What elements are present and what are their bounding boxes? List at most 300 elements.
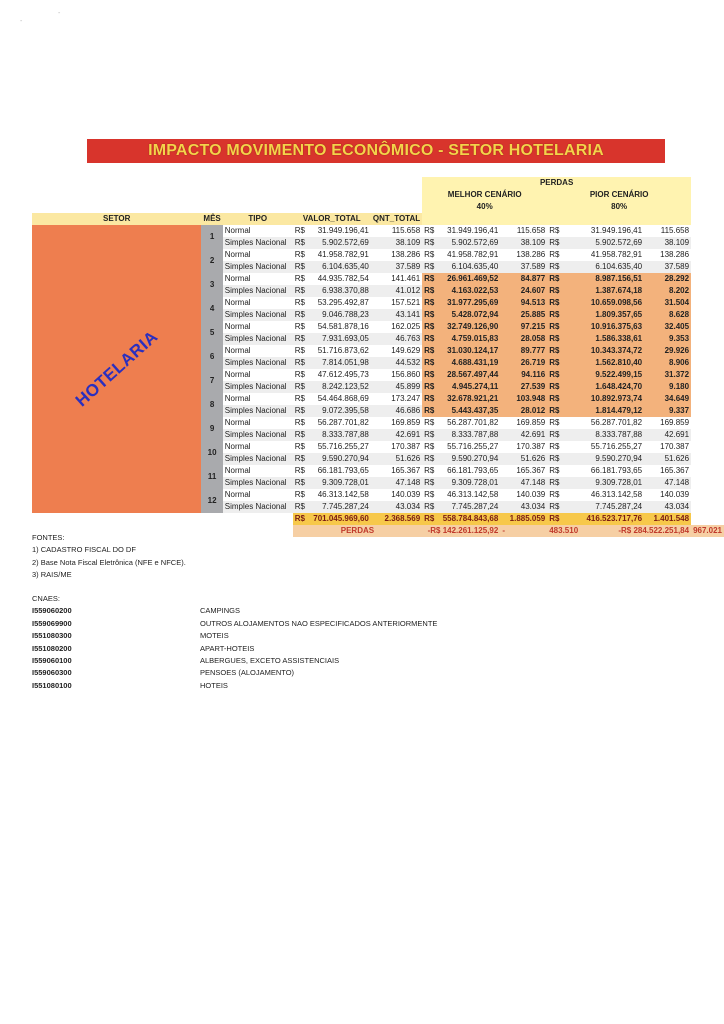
currency-cell: R$ <box>547 417 580 429</box>
pior-valor-cell: 8.987.156,51 <box>580 273 644 285</box>
perdas-pior-qnt: 967.021 <box>693 526 722 535</box>
pior-qnt-cell: 9.180 <box>644 381 691 393</box>
qnt-cell: 115.658 <box>371 225 422 237</box>
header-row-perdas <box>32 177 724 189</box>
currency-cell: R$ <box>424 310 435 319</box>
pior-valor-cell: 66.181.793,65 <box>580 465 644 477</box>
month-cell: 3 <box>201 273 222 297</box>
melhor-qnt-cell: 38.109 <box>500 237 547 249</box>
cnaes-title: CNAES: <box>32 594 60 603</box>
currency-cell: R$ <box>294 430 305 439</box>
pior-qnt-cell: 9.337 <box>644 405 691 417</box>
currency-cell: R$ <box>424 466 435 475</box>
pior-qnt-cell: 8.628 <box>644 309 691 321</box>
pior-qnt-cell: 31.504 <box>644 297 691 309</box>
valor-cell: 7.814.051,98 <box>307 357 371 369</box>
valor-cell: 9.046.788,23 <box>307 309 371 321</box>
valor-cell: 46.313.142,58 <box>307 489 371 501</box>
setor-header: SETOR <box>32 213 201 225</box>
valor-cell: 66.181.793,65 <box>307 465 371 477</box>
valor-cell: 55.716.255,27 <box>307 441 371 453</box>
tipo-cell: Normal <box>223 249 293 261</box>
qnt-cell: 165.367 <box>371 465 422 477</box>
melhor-qnt-cell: 28.012 <box>500 405 547 417</box>
tipo-cell: Simples Nacional <box>223 357 293 369</box>
pior-pct: 80% <box>547 201 691 213</box>
tipo-cell: Simples Nacional <box>223 285 293 297</box>
melhor-valor-cell: 9.309.728,01 <box>436 477 500 489</box>
tipo-cell: Normal <box>223 225 293 237</box>
pior-qnt-cell: 34.649 <box>644 393 691 405</box>
tipo-cell: Normal <box>223 345 293 357</box>
currency-cell: R$ <box>294 310 305 319</box>
pior-qnt-cell: 28.292 <box>644 273 691 285</box>
pior-valor-cell: 5.902.572,69 <box>580 237 644 249</box>
currency-cell: R$ <box>294 502 305 511</box>
melhor-qnt-cell: 89.777 <box>500 345 547 357</box>
cnae-row <box>32 630 532 642</box>
cnae-description: ALBERGUES, EXCETO ASSISTENCIAIS <box>200 656 340 666</box>
currency-cell: R$ <box>547 489 580 501</box>
melhor-qnt-cell: 170.387 <box>500 441 547 453</box>
valor-cell: 7.745.287,24 <box>307 501 371 513</box>
total-melhor-valor: 558.784.843,68 <box>436 513 500 525</box>
pior-qnt-cell: 8.906 <box>644 357 691 369</box>
currency-cell: R$ <box>424 262 435 271</box>
cnae-code: I559060100 <box>32 656 72 666</box>
qnt-cell: 141.461 <box>371 273 422 285</box>
cnae-row <box>32 643 532 655</box>
pior-qnt-cell: 9.353 <box>644 333 691 345</box>
melhor-qnt-cell: 138.286 <box>500 249 547 261</box>
pior-valor-cell: 9.590.270,94 <box>580 453 644 465</box>
currency-cell: R$ <box>547 501 580 513</box>
qnt-cell: 45.899 <box>371 381 422 393</box>
qnt-cell: 42.691 <box>371 429 422 441</box>
pior-valor-cell: 10.343.374,72 <box>580 345 644 357</box>
pior-valor-cell: 6.104.635,40 <box>580 261 644 273</box>
currency-cell: R$ <box>424 250 435 259</box>
tipo-cell: Simples Nacional <box>223 261 293 273</box>
qnt-cell: 149.629 <box>371 345 422 357</box>
currency-cell: R$ <box>424 382 435 391</box>
currency-cell: R$ <box>294 250 305 259</box>
melhor-valor-cell: 41.958.782,91 <box>436 249 500 261</box>
cnae-row <box>32 680 532 692</box>
melhor-pct: 40% <box>422 201 547 213</box>
melhor-valor-cell: 46.313.142,58 <box>436 489 500 501</box>
tipo-cell: Normal <box>223 489 293 501</box>
currency-cell: R$ <box>424 322 435 331</box>
currency-cell: R$ <box>294 358 305 367</box>
currency-cell: R$ <box>294 394 305 403</box>
melhor-qnt-cell: 51.626 <box>500 453 547 465</box>
tipo-cell: Normal <box>223 441 293 453</box>
currency-cell: R$ <box>424 502 435 511</box>
melhor-valor-cell: 4.759.015,83 <box>436 333 500 345</box>
melhor-valor-cell: 26.961.469,52 <box>436 273 500 285</box>
tipo-cell: Simples Nacional <box>223 501 293 513</box>
fontes-item: 2) Base Nota Fiscal Eletrônica (NFE e NFCE). <box>32 557 186 567</box>
melhor-valor-cell: 4.945.274,11 <box>436 381 500 393</box>
currency-cell: R$ <box>294 406 305 415</box>
total-qnt: 2.368.569 <box>371 513 422 525</box>
currency-cell: R$ <box>294 322 305 331</box>
currency-cell: R$ <box>547 405 580 417</box>
qnt-cell: 138.286 <box>371 249 422 261</box>
perdas-dash: - <box>500 525 547 537</box>
currency-cell: R$ <box>424 346 435 355</box>
valor-cell: 5.902.572,69 <box>307 237 371 249</box>
tipo-cell: Normal <box>223 465 293 477</box>
qnt-cell: 44.532 <box>371 357 422 369</box>
total-valor: 701.045.969,60 <box>307 513 371 525</box>
cnae-row <box>32 605 532 617</box>
melhor-valor-cell: 5.902.572,69 <box>436 237 500 249</box>
tipo-cell: Normal <box>223 297 293 309</box>
tipo-cell: Simples Nacional <box>223 381 293 393</box>
currency-cell: R$ <box>547 321 580 333</box>
month-cell: 9 <box>201 417 222 441</box>
currency-cell: R$ <box>294 478 305 487</box>
valor-cell: 6.104.635,40 <box>307 261 371 273</box>
perdas-pior-valor: -R$ 284.522.251,84 <box>580 525 691 537</box>
melhor-valor-cell: 32.749.126,90 <box>436 321 500 333</box>
month-cell: 6 <box>201 345 222 369</box>
pior-valor-cell: 9.522.499,15 <box>580 369 644 381</box>
currency-cell: R$ <box>424 334 435 343</box>
tipo-cell: Simples Nacional <box>223 237 293 249</box>
currency-cell: R$ <box>547 261 580 273</box>
total-melhor-qnt: 1.885.059 <box>500 513 547 525</box>
melhor-valor-cell: 9.590.270,94 <box>436 453 500 465</box>
currency-cell: R$ <box>424 406 435 415</box>
tipo-cell: Normal <box>223 321 293 333</box>
valor-cell: 31.949.196,41 <box>307 225 371 237</box>
total-pior-valor: 416.523.717,76 <box>580 513 644 525</box>
melhor-qnt-cell: 97.215 <box>500 321 547 333</box>
currency-cell: R$ <box>547 309 580 321</box>
qnt-cell: 38.109 <box>371 237 422 249</box>
tipo-cell: Normal <box>223 417 293 429</box>
perdas-melhor-qnt: 483.510 <box>549 526 579 535</box>
melhor-qnt-cell: 42.691 <box>500 429 547 441</box>
currency-cell: R$ <box>294 382 305 391</box>
currency-cell: R$ <box>294 262 305 271</box>
cnae-code: I551080300 <box>32 631 72 641</box>
melhor-valor-cell: 56.287.701,82 <box>436 417 500 429</box>
melhor-qnt-cell: 25.885 <box>500 309 547 321</box>
melhor-valor-cell: 28.567.497,44 <box>436 369 500 381</box>
currency-cell: R$ <box>424 418 435 427</box>
pior-valor-cell: 55.716.255,27 <box>580 441 644 453</box>
tipo-cell: Simples Nacional <box>223 477 293 489</box>
qnt-cell: 51.626 <box>371 453 422 465</box>
currency-cell: R$ <box>424 274 435 283</box>
melhor-qnt-cell: 26.719 <box>500 357 547 369</box>
qnt-cell: 43.034 <box>371 501 422 513</box>
currency-cell: R$ <box>294 418 305 427</box>
qnt-cell: 173.247 <box>371 393 422 405</box>
melhor-qnt-cell: 28.058 <box>500 333 547 345</box>
currency-cell: R$ <box>547 273 580 285</box>
melhor-valor-cell: 66.181.793,65 <box>436 465 500 477</box>
mes-header: MÊS <box>203 214 221 223</box>
melhor-qnt-cell: 140.039 <box>500 489 547 501</box>
currency-cell: R$ <box>294 346 305 355</box>
pior-valor-cell: 1.809.357,65 <box>580 309 644 321</box>
totals-row <box>32 513 724 525</box>
melhor-valor-cell: 4.163.022,53 <box>436 285 500 297</box>
pior-valor-cell: 1.814.479,12 <box>580 405 644 417</box>
pior-valor-cell: 41.958.782,91 <box>580 249 644 261</box>
pior-qnt-cell: 138.286 <box>644 249 691 261</box>
cnae-row <box>32 667 532 679</box>
currency-cell: R$ <box>424 514 435 523</box>
currency-cell: R$ <box>294 454 305 463</box>
valor-cell: 53.295.492,87 <box>307 297 371 309</box>
currency-cell: R$ <box>424 238 435 247</box>
qnt-cell: 156.860 <box>371 369 422 381</box>
pior-valor-cell: 56.287.701,82 <box>580 417 644 429</box>
valor-cell: 6.938.370,88 <box>307 285 371 297</box>
currency-cell: R$ <box>547 237 580 249</box>
melhor-qnt-cell: 94.116 <box>500 369 547 381</box>
tipo-cell: Simples Nacional <box>223 333 293 345</box>
pior-valor-cell: 31.949.196,41 <box>580 225 644 237</box>
currency-cell: R$ <box>424 442 435 451</box>
valor-cell: 54.464.868,69 <box>307 393 371 405</box>
scan-mark: - <box>58 10 61 17</box>
melhor-qnt-cell: 103.948 <box>500 393 547 405</box>
header-row-scenarios <box>32 189 724 201</box>
currency-cell: R$ <box>294 466 305 475</box>
pior-qnt-cell: 165.367 <box>644 465 691 477</box>
currency-cell: R$ <box>424 298 435 307</box>
currency-cell: R$ <box>547 453 580 465</box>
scan-mark: - <box>20 18 23 25</box>
currency-cell: R$ <box>547 429 580 441</box>
qnt-cell: 41.012 <box>371 285 422 297</box>
cnae-description: MOTEIS <box>200 631 229 641</box>
currency-cell: R$ <box>294 286 305 295</box>
melhor-qnt-cell: 84.877 <box>500 273 547 285</box>
valor-cell: 9.590.270,94 <box>307 453 371 465</box>
fontes-item: 3) RAIS/ME <box>32 570 72 580</box>
tipo-cell: Simples Nacional <box>223 429 293 441</box>
melhor-valor-cell: 31.030.124,17 <box>436 345 500 357</box>
valor-cell: 8.242.123,52 <box>307 381 371 393</box>
pior-qnt-cell: 8.202 <box>644 285 691 297</box>
pior-qnt-cell: 169.859 <box>644 417 691 429</box>
qnt-cell: 37.589 <box>371 261 422 273</box>
qnt-total-header: QNT_TOTAL <box>372 214 421 223</box>
currency-cell: R$ <box>424 430 435 439</box>
perdas-label: PERDAS <box>293 525 422 537</box>
melhor-qnt-cell: 27.539 <box>500 381 547 393</box>
pior-qnt-cell: 51.626 <box>644 453 691 465</box>
pior-valor-cell: 10.916.375,63 <box>580 321 644 333</box>
table-row <box>32 225 724 237</box>
cnae-code: I551080200 <box>32 643 72 653</box>
cnae-description: CAMPINGS <box>200 606 241 616</box>
melhor-qnt-cell: 165.367 <box>500 465 547 477</box>
tipo-cell: Simples Nacional <box>223 405 293 417</box>
pior-qnt-cell: 38.109 <box>644 237 691 249</box>
cnae-description: HOTEIS <box>200 680 228 690</box>
valor-cell: 44.935.782,54 <box>307 273 371 285</box>
cnae-code: I559069900 <box>32 618 72 628</box>
currency-cell: R$ <box>424 370 435 379</box>
spacer <box>32 513 293 525</box>
currency-cell: R$ <box>294 238 305 247</box>
melhor-valor-cell: 8.333.787,88 <box>436 429 500 441</box>
currency-cell: R$ <box>294 442 305 451</box>
fontes-item: 1) CADASTRO FISCAL DO DF <box>32 545 136 555</box>
currency-cell: R$ <box>547 393 580 405</box>
currency-cell: R$ <box>294 370 305 379</box>
qnt-cell: 169.859 <box>371 417 422 429</box>
valor-cell: 56.287.701,82 <box>307 417 371 429</box>
cnae-description: OUTROS ALOJAMENTOS NAO ESPECIFICADOS ANTERIORMENTE <box>200 618 438 628</box>
pior-valor-cell: 10.892.973,74 <box>580 393 644 405</box>
qnt-cell: 162.025 <box>371 321 422 333</box>
month-cell: 12 <box>201 489 222 513</box>
cnae-description: PENSOES (ALOJAMENTO) <box>200 668 295 678</box>
currency-cell: R$ <box>424 490 435 499</box>
valor-cell: 54.581.878,16 <box>307 321 371 333</box>
tipo-header: TIPO <box>223 213 293 225</box>
pior-valor-cell: 7.745.287,24 <box>580 501 644 513</box>
fontes-section <box>32 532 186 582</box>
total-pior-qnt: 1.401.548 <box>644 513 691 525</box>
currency-cell: R$ <box>547 369 580 381</box>
melhor-valor-cell: 7.745.287,24 <box>436 501 500 513</box>
currency-cell: R$ <box>547 249 580 261</box>
currency-cell: R$ <box>547 225 580 237</box>
pior-qnt-cell: 115.658 <box>644 225 691 237</box>
currency-cell: R$ <box>294 274 305 283</box>
month-cell: 10 <box>201 441 222 465</box>
currency-cell: R$ <box>547 477 580 489</box>
pior-valor-cell: 1.562.810,40 <box>580 357 644 369</box>
month-cell: 4 <box>201 297 222 321</box>
pior-qnt-cell: 42.691 <box>644 429 691 441</box>
melhor-qnt-cell: 43.034 <box>500 501 547 513</box>
currency-cell: R$ <box>547 513 580 525</box>
pior-cenario-header: PIOR CENÁRIO <box>547 189 691 201</box>
tipo-cell: Normal <box>223 273 293 285</box>
pior-valor-cell: 9.309.728,01 <box>580 477 644 489</box>
pior-valor-cell: 1.387.674,18 <box>580 285 644 297</box>
pior-qnt-cell: 31.372 <box>644 369 691 381</box>
currency-cell: R$ <box>547 285 580 297</box>
cnaes-section <box>32 593 532 692</box>
currency-cell: R$ <box>547 333 580 345</box>
pior-valor-cell: 46.313.142,58 <box>580 489 644 501</box>
melhor-valor-cell: 31.949.196,41 <box>436 225 500 237</box>
pior-qnt-cell: 170.387 <box>644 441 691 453</box>
melhor-cenario-header: MELHOR CENÁRIO <box>422 189 547 201</box>
pior-valor-cell: 1.648.424,70 <box>580 381 644 393</box>
currency-cell: R$ <box>547 465 580 477</box>
pior-valor-cell: 10.659.098,56 <box>580 297 644 309</box>
currency-cell: R$ <box>294 490 305 499</box>
qnt-cell: 47.148 <box>371 477 422 489</box>
currency-cell: R$ <box>294 226 305 235</box>
currency-cell: R$ <box>424 286 435 295</box>
tipo-cell: Simples Nacional <box>223 453 293 465</box>
setor-label: HOTELARIA <box>71 326 162 411</box>
valor-cell: 7.931.693,05 <box>307 333 371 345</box>
pior-qnt-cell: 32.405 <box>644 321 691 333</box>
currency-cell: R$ <box>424 454 435 463</box>
month-cell: 1 <box>201 225 222 249</box>
valor-cell: 9.072.395,58 <box>307 405 371 417</box>
currency-cell: R$ <box>424 394 435 403</box>
currency-cell: R$ <box>424 226 435 235</box>
melhor-qnt-cell: 94.513 <box>500 297 547 309</box>
melhor-valor-cell: 5.443.437,35 <box>436 405 500 417</box>
melhor-valor-cell: 55.716.255,27 <box>436 441 500 453</box>
valor-cell: 47.612.495,73 <box>307 369 371 381</box>
month-cell: 11 <box>201 465 222 489</box>
melhor-valor-cell: 32.678.921,21 <box>436 393 500 405</box>
currency-cell: R$ <box>547 345 580 357</box>
valor-cell: 9.309.728,01 <box>307 477 371 489</box>
tipo-cell: Normal <box>223 369 293 381</box>
currency-cell: R$ <box>294 334 305 343</box>
pior-valor-cell: 8.333.787,88 <box>580 429 644 441</box>
currency-cell: R$ <box>547 297 580 309</box>
fontes-title: FONTES: <box>32 533 65 542</box>
cnae-code: I559060200 <box>32 606 72 616</box>
currency-cell: R$ <box>424 358 435 367</box>
month-cell: 7 <box>201 369 222 393</box>
month-cell: 5 <box>201 321 222 345</box>
tipo-cell: Simples Nacional <box>223 309 293 321</box>
pior-qnt-cell: 47.148 <box>644 477 691 489</box>
qnt-cell: 140.039 <box>371 489 422 501</box>
melhor-valor-cell: 31.977.295,69 <box>436 297 500 309</box>
valor-cell: 8.333.787,88 <box>307 429 371 441</box>
impact-table <box>32 177 724 537</box>
melhor-qnt-cell: 115.658 <box>500 225 547 237</box>
pior-qnt-cell: 37.589 <box>644 261 691 273</box>
melhor-qnt-cell: 24.607 <box>500 285 547 297</box>
valor-cell: 51.716.873,62 <box>307 345 371 357</box>
setor-cell <box>32 225 201 513</box>
melhor-valor-cell: 5.428.072,94 <box>436 309 500 321</box>
melhor-qnt-cell: 169.859 <box>500 417 547 429</box>
qnt-cell: 46.686 <box>371 405 422 417</box>
currency-cell: R$ <box>294 298 305 307</box>
page-title: IMPACTO MOVIMENTO ECONÔMICO - SETOR HOTELARIA <box>87 139 665 163</box>
cnae-code: I559060300 <box>32 668 72 678</box>
currency-cell: R$ <box>424 478 435 487</box>
cnae-row <box>32 655 532 667</box>
melhor-qnt-cell: 47.148 <box>500 477 547 489</box>
tipo-cell: Normal <box>223 393 293 405</box>
currency-cell: R$ <box>547 381 580 393</box>
pior-valor-cell: 1.586.338,61 <box>580 333 644 345</box>
qnt-cell: 170.387 <box>371 441 422 453</box>
pior-qnt-cell: 140.039 <box>644 489 691 501</box>
qnt-cell: 157.521 <box>371 297 422 309</box>
perdas-melhor-valor: -R$ 142.261.125,92 <box>422 525 500 537</box>
melhor-qnt-cell: 37.589 <box>500 261 547 273</box>
header-row-percent <box>32 201 724 213</box>
